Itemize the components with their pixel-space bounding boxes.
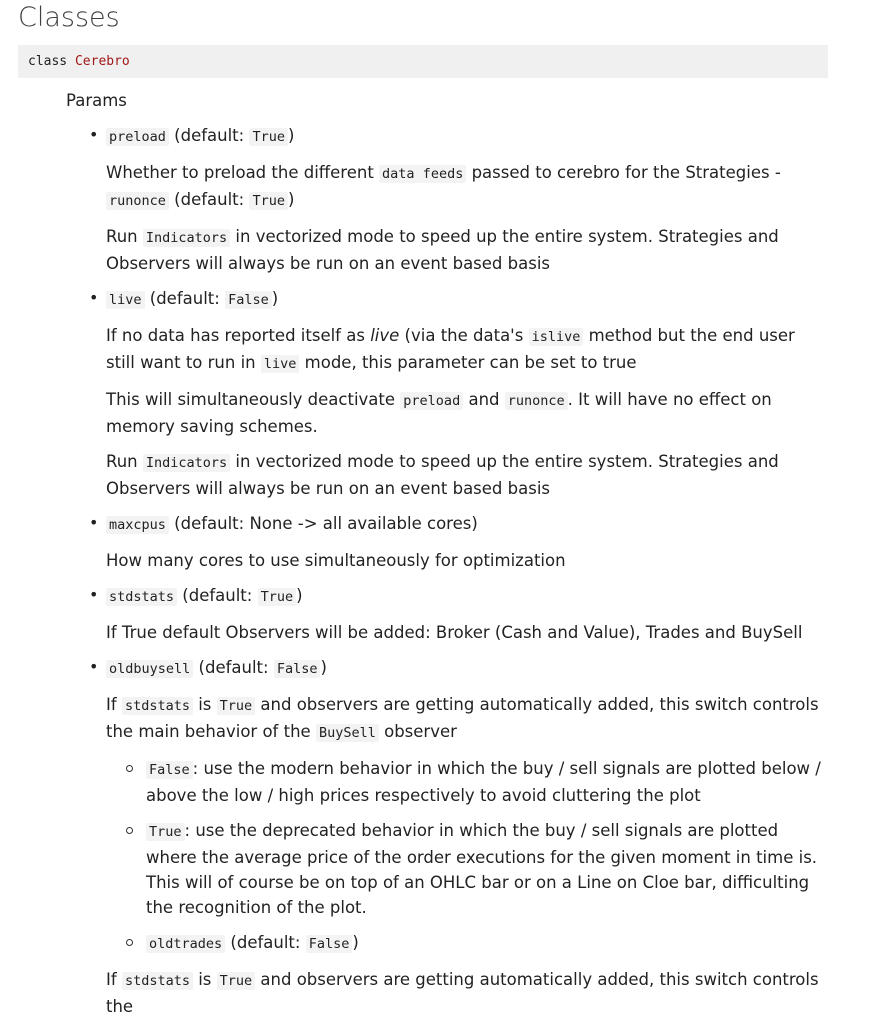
desc-text: Run (106, 227, 138, 246)
inline-code: runonce (106, 192, 169, 210)
param-header (106, 583, 828, 610)
param-description (106, 160, 828, 214)
params-label: Params (66, 91, 127, 110)
desc-text: mode, this parameter can be set to true (304, 353, 637, 372)
param-description (106, 224, 828, 276)
param-name: maxcpus (106, 516, 169, 534)
desc-text: passed to cerebro for the Strategies - (471, 163, 781, 182)
param-description: How many cores to use simultaneously for optimization (106, 551, 566, 570)
class-body (18, 78, 828, 1019)
section-heading: Classes (18, 2, 120, 33)
sub-description (146, 930, 828, 957)
inline-code: True (217, 972, 256, 990)
default-label: (default: (182, 586, 258, 605)
emphasis-text: live (370, 326, 400, 345)
sub-item-true (146, 818, 828, 920)
param-name: stdstats (106, 588, 177, 606)
desc-text: : use the deprecated behavior in which the buy / sell signals are plotted where the average price of the order executions for the given moment in time is. This will of course be on top of an OHLC bar or on a Line on Cloe bar, difficulting the recognition of the plot. (146, 821, 818, 917)
desc-text: is (198, 695, 212, 714)
inline-code: True (217, 697, 256, 715)
desc-text: in vectorized mode to speed up the entire system. Strategies and Observers will always be run on an event based basis (106, 452, 779, 498)
sub-item-false (146, 756, 828, 808)
sub-description (146, 756, 828, 808)
param-default: True (258, 588, 297, 606)
inline-code: live (261, 355, 300, 373)
inline-code: True (146, 823, 185, 841)
desc-text: observer (384, 722, 457, 741)
param-name: live (106, 291, 145, 309)
close-paren: ) (287, 126, 295, 145)
desc-text: in vectorized mode to speed up the entire system. Strategies and Observers will always be run on an event based basis (106, 227, 779, 273)
desc-text: : use the modern behavior in which the buy / sell signals are plotted below / above the low / high prices respectively to avoid cluttering the plot (146, 759, 821, 805)
default-label: (default: (230, 933, 306, 952)
param-description (106, 967, 828, 1019)
inline-code: Indicators (143, 454, 230, 472)
param-oldbuysell (89, 655, 828, 1019)
bullet-icon: • (89, 585, 99, 604)
param-default: True (249, 128, 288, 146)
desc-text: If no data has reported itself as (106, 326, 365, 345)
param-header (106, 123, 828, 150)
class-name: Cerebro (74, 54, 130, 69)
doc-page (18, 0, 828, 1029)
param-stdstats (89, 583, 828, 645)
inline-code: stdstats (122, 697, 193, 715)
param-name: preload (106, 128, 169, 146)
desc-text: and (468, 390, 500, 409)
circle-bullet-icon (126, 827, 133, 834)
desc-text: method but the end user still want to run in (106, 326, 795, 372)
param-live (89, 286, 828, 501)
sub-item-oldtrades (146, 930, 828, 957)
param-description (106, 323, 828, 377)
param-name: oldtrades (146, 935, 225, 953)
desc-text: is (198, 970, 212, 989)
param-header (106, 655, 828, 682)
param-default: False (306, 935, 353, 953)
inline-code: BuySell (316, 724, 379, 742)
param-header (106, 286, 828, 313)
desc-text: If (106, 695, 117, 714)
class-signature (18, 45, 828, 78)
bullet-icon: • (89, 125, 99, 144)
desc-text: ) (287, 190, 295, 209)
desc-text: If (106, 970, 117, 989)
param-description: If True default Observers will be added: Broker (Cash and Value), Trades and BuySell (106, 623, 803, 642)
close-paren: ) (352, 933, 359, 952)
param-description (106, 692, 828, 746)
default-label: (default: None -> all available cores) (174, 514, 478, 533)
desc-text: and observers are getting automatically added, this switch controls the main behavior of the (106, 695, 819, 741)
close-paren: ) (296, 586, 303, 605)
default-label: (default: (174, 126, 250, 145)
inline-code: False (146, 761, 193, 779)
inline-code: runonce (505, 392, 568, 410)
desc-text: Run (106, 452, 138, 471)
desc-text: (via the data's (404, 326, 524, 345)
param-description (106, 449, 828, 501)
param-preload (89, 123, 828, 276)
inline-code: stdstats (122, 972, 193, 990)
inline-code: islive (529, 328, 584, 346)
inline-code: True (249, 192, 288, 210)
circle-bullet-icon (126, 939, 133, 946)
desc-text: . It will have no effect on memory saving schemes. (106, 390, 772, 436)
inline-code: Indicators (143, 229, 230, 247)
circle-bullet-icon (126, 765, 133, 772)
class-keyword: class (28, 54, 68, 69)
param-default: False (274, 660, 321, 678)
desc-text: This will simultaneously deactivate (106, 390, 396, 409)
inline-code: data feeds (379, 165, 466, 183)
default-label: (default: (198, 658, 274, 677)
sub-description (146, 818, 828, 920)
params-list (66, 123, 828, 1019)
param-description (106, 387, 828, 439)
close-paren: ) (320, 658, 327, 677)
bullet-icon: • (89, 657, 99, 676)
param-header (106, 511, 828, 538)
default-label: (default: (149, 289, 226, 308)
bullet-icon: • (89, 513, 99, 532)
desc-text: Whether to preload the different (106, 163, 374, 182)
desc-text: and observers are getting automatically added, this switch controls the (106, 970, 819, 1016)
param-default: False (225, 291, 272, 309)
bullet-icon: • (89, 288, 99, 307)
sub-list (106, 756, 828, 957)
desc-text: (default: (174, 190, 245, 209)
inline-code: preload (400, 392, 463, 410)
close-paren: ) (271, 289, 279, 308)
param-name: oldbuysell (106, 660, 193, 678)
param-maxcpus (89, 511, 828, 573)
